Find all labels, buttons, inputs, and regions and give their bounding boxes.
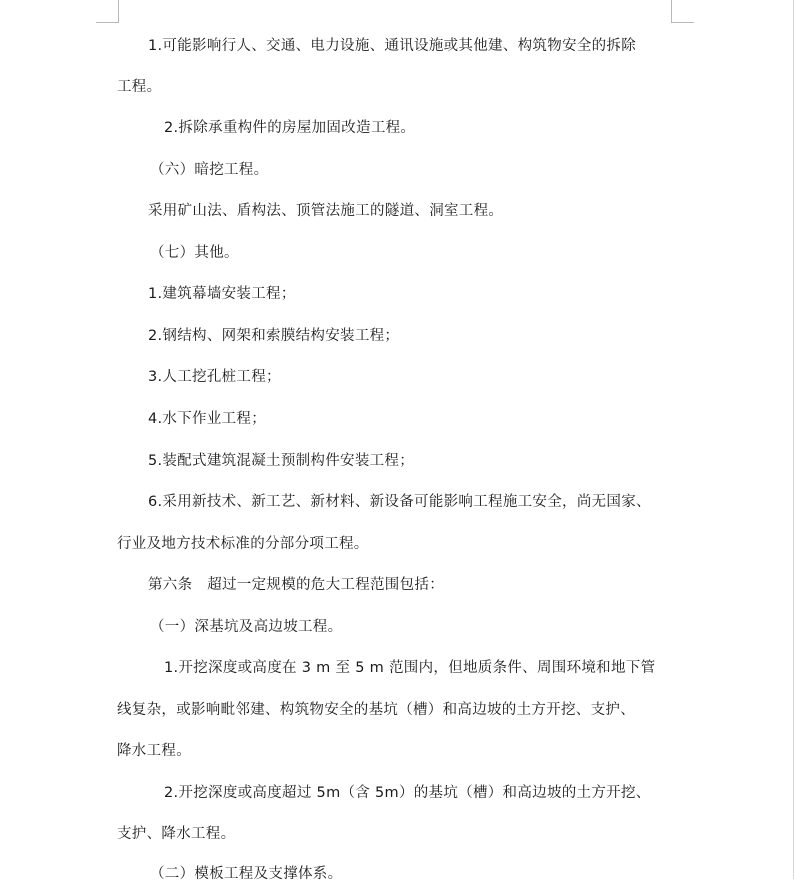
paragraph-line: 行业及地方技术标准的分部分项工程。 <box>117 536 369 552</box>
section-heading: （一）深基坑及高边坡工程。 <box>150 619 343 635</box>
paragraph-line: 降水工程。 <box>117 743 191 759</box>
list-item: 5.装配式建筑混凝土预制构件安装工程； <box>148 453 415 469</box>
page-corner-mark-top-right <box>671 0 694 23</box>
list-item: 4.水下作业工程； <box>148 411 267 427</box>
paragraph-line: 工程。 <box>117 79 162 95</box>
list-item: 1.开挖深度或高度在 3 m 至 5 m 范围内，但地质条件、周围环境和地下管 <box>164 660 656 676</box>
section-heading: （二）模板工程及支撑体系。 <box>150 866 343 882</box>
list-item: 3.人工挖孔桩工程； <box>148 369 281 385</box>
section-heading: （七）其他。 <box>150 245 239 261</box>
paragraph-line: 采用矿山法、盾构法、顶管法施工的隧道、洞室工程。 <box>148 203 504 219</box>
article-heading: 第六条 超过一定规模的危大工程范围包括： <box>148 577 444 593</box>
page-corner-mark-top-left <box>96 0 119 23</box>
paragraph-line: 2.拆除承重构件的房屋加固改造工程。 <box>164 120 416 136</box>
list-item: 2.开挖深度或高度超过 5m（含 5m）的基坑（槽）和高边坡的土方开挖、 <box>164 785 651 801</box>
list-item: 1.建筑幕墙安装工程； <box>148 286 296 302</box>
section-heading: （六）暗挖工程。 <box>150 162 269 178</box>
paragraph-line: 支护、降水工程。 <box>117 826 236 842</box>
paragraph-line: 1.可能影响行人、交通、电力设施、通讯设施或其他建、构筑物安全的拆除 <box>148 38 637 54</box>
list-item: 2.钢结构、网架和索膜结构安装工程； <box>148 328 400 344</box>
paragraph-line: 线复杂，或影响毗邻建、构筑物安全的基坑（槽）和高边坡的土方开挖、支护、 <box>117 702 635 718</box>
list-item: 6.采用新技术、新工艺、新材料、新设备可能影响工程施工安全，尚无国家、 <box>148 494 651 510</box>
